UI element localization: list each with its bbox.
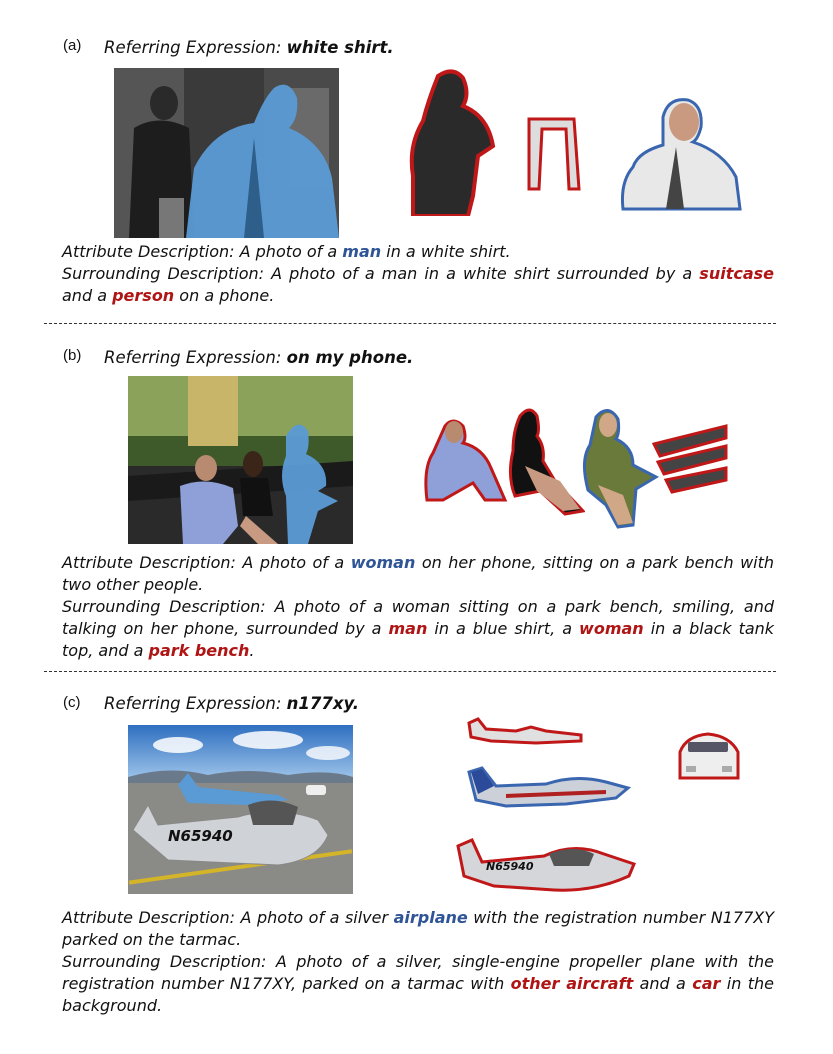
crop-airplane-target — [466, 764, 632, 814]
sur-highlight: car — [692, 974, 721, 993]
panel-b-label: (b) — [63, 347, 82, 364]
sur-text: . — [249, 641, 255, 660]
panel-c-photo — [128, 725, 353, 894]
attribute-description — [62, 907, 774, 951]
attr-suffix: with the registration number N177XY parked on the tarmac. — [62, 908, 774, 949]
sur-text: Surrounding Description: A photo of a man in a white shirt surrounded by a — [62, 264, 693, 283]
sur-highlight: man — [388, 619, 428, 638]
panel-c-referring-expression — [104, 694, 359, 713]
sur-text: and a — [62, 286, 107, 305]
surrounding-description — [62, 596, 774, 662]
crop-person-distractor — [408, 66, 498, 220]
crop-woman-target — [578, 405, 660, 535]
crop-other-aircraft-2 — [454, 836, 638, 900]
panel-a-descriptions — [62, 241, 774, 307]
sur-highlight: woman — [579, 619, 644, 638]
ref-expression: on my phone. — [286, 348, 414, 367]
panel-a-label: (a) — [63, 37, 82, 54]
sur-text: in the background. — [62, 974, 775, 1015]
crop-park-bench-distractor — [652, 424, 728, 500]
sur-text: in a blue shirt, a — [434, 619, 573, 638]
ref-prefix: Referring Expression: — [104, 38, 282, 57]
surrounding-description — [62, 951, 774, 1017]
attr-suffix: in a white shirt. — [386, 242, 511, 261]
divider — [44, 323, 776, 324]
ref-prefix: Referring Expression: — [104, 348, 282, 367]
sur-text: Surrounding Description: A photo of a silver, single-engine propeller plane with the registration number N177XY, parked on a tarmac with — [62, 952, 774, 993]
plane-registration: N65940 — [168, 827, 233, 845]
panel-c-label: (c) — [63, 694, 81, 711]
panel-a-photo — [114, 68, 339, 238]
sur-text: in a black tank top, and a — [62, 619, 775, 660]
crop-suitcase-distractor — [524, 114, 584, 198]
panel-b-referring-expression — [104, 348, 413, 367]
attr-target: woman — [350, 553, 416, 572]
sur-text: Surrounding Description: A photo of a woman sitting on a park bench, smiling, and talking on her phone, surrounded by a — [62, 597, 774, 638]
sur-highlight: suitcase — [699, 264, 774, 283]
ref-expression: white shirt. — [286, 38, 394, 57]
attribute-description — [62, 241, 774, 263]
attr-prefix: Attribute Description: A photo of a — [62, 242, 338, 261]
ref-prefix: Referring Expression: — [104, 694, 282, 713]
crop-woman-distractor — [505, 406, 585, 520]
attribute-description — [62, 552, 774, 596]
sur-highlight: other aircraft — [510, 974, 634, 993]
attr-prefix: Attribute Description: A photo of a — [62, 553, 345, 572]
sur-text: on a phone. — [179, 286, 275, 305]
sur-text: and a — [639, 974, 686, 993]
sur-highlight: park bench — [148, 641, 250, 660]
crop-man-distractor — [423, 418, 511, 508]
crop-other-aircraft-1 — [466, 717, 586, 751]
attr-target: airplane — [393, 908, 468, 927]
surrounding-description — [62, 263, 774, 307]
crop-man-target — [618, 97, 743, 216]
plane-registration-crop: N65940 — [486, 860, 534, 873]
attr-suffix: on her phone, sitting on a park bench with two other people. — [62, 553, 775, 594]
panel-c-descriptions — [62, 907, 774, 1017]
attr-prefix: Attribute Description: A photo of a silver — [62, 908, 389, 927]
attr-target: man — [342, 242, 382, 261]
divider — [44, 671, 776, 672]
ref-expression: n177xy. — [286, 694, 359, 713]
sur-highlight: person — [112, 286, 175, 305]
panel-b-photo — [128, 376, 353, 544]
panel-b-descriptions — [62, 552, 774, 662]
crop-car-distractor — [676, 730, 742, 786]
panel-a-referring-expression — [104, 38, 394, 57]
